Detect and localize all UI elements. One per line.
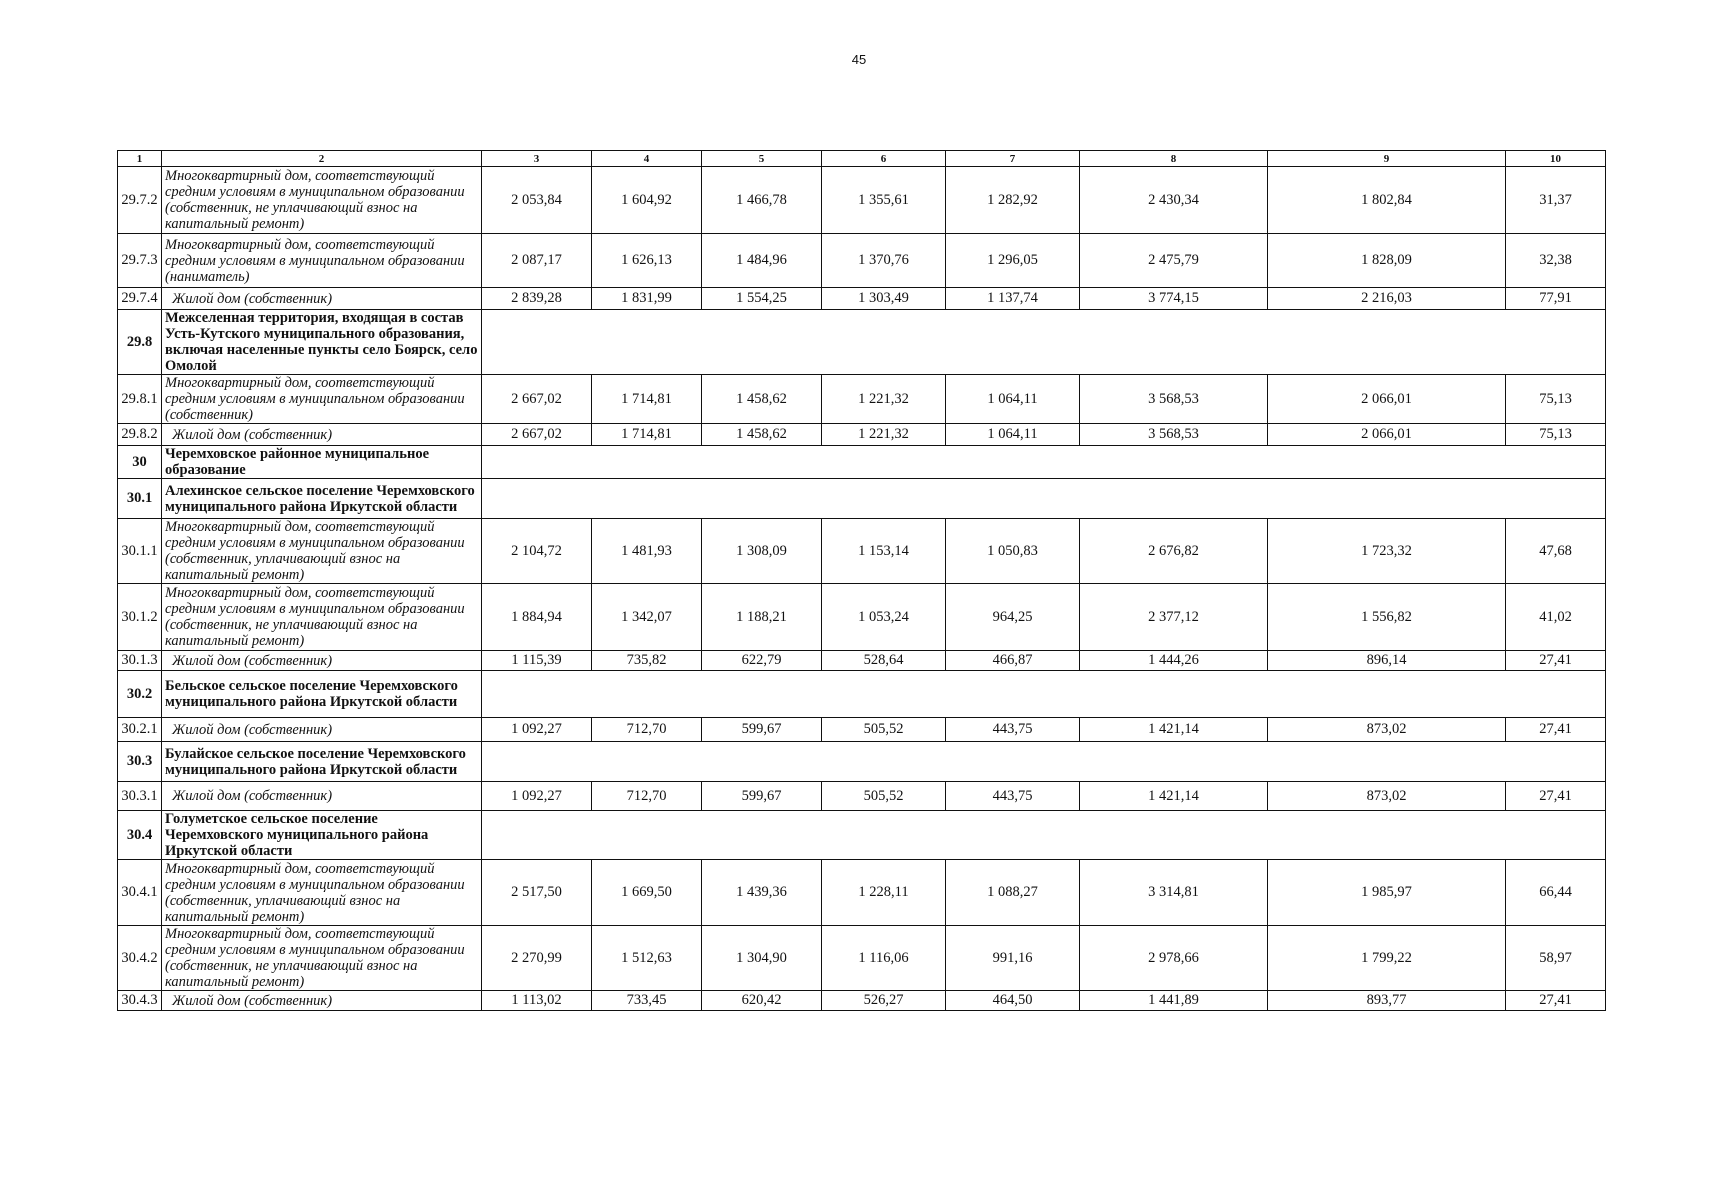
- section-title: Черемховское районное муниципальное образование: [162, 446, 482, 479]
- value-col-5: 620,42: [702, 991, 822, 1011]
- value-col-8: 2 430,34: [1080, 167, 1268, 234]
- value-col-10: 58,97: [1506, 926, 1606, 991]
- value-col-9: 2 066,01: [1268, 375, 1506, 424]
- value-col-10: 47,68: [1506, 519, 1606, 584]
- table-row: [118, 375, 1606, 424]
- value-col-5: 1 466,78: [702, 167, 822, 234]
- row-description: Многоквартирный дом, соответствующий средним условиям в муниципальном образовании (собственник, уплачивающий взнос на капитальный ремонт): [162, 519, 482, 584]
- row-description: Жилой дом (собственник): [162, 424, 482, 446]
- section-title: Алехинское сельское поселение Черемховского муниципального района Иркутской области: [162, 479, 482, 519]
- row-code: 29.8: [118, 310, 162, 375]
- col-3-number: 3: [482, 151, 592, 167]
- table-row: [118, 234, 1606, 288]
- value-col-10: 77,91: [1506, 288, 1606, 310]
- value-col-4: 1 669,50: [592, 860, 702, 926]
- value-col-4: 1 342,07: [592, 584, 702, 651]
- row-code: 30.1.1: [118, 519, 162, 584]
- value-col-5: 622,79: [702, 651, 822, 671]
- table-body: [118, 151, 1606, 1011]
- value-col-6: 1 303,49: [822, 288, 946, 310]
- page-number: 45: [851, 52, 867, 67]
- value-col-5: 1 304,90: [702, 926, 822, 991]
- col-2-number: 2: [162, 151, 482, 167]
- value-col-3: 2 270,99: [482, 926, 592, 991]
- value-col-4: 735,82: [592, 651, 702, 671]
- section-title: Межселенная территория, входящая в состав Усть-Кутского муниципального образования, включая населенные пункты село Боярск, село Омолой: [162, 310, 482, 375]
- value-col-5: 1 458,62: [702, 424, 822, 446]
- value-col-3: 1 092,27: [482, 718, 592, 742]
- value-col-10: 41,02: [1506, 584, 1606, 651]
- row-code: 30.3.1: [118, 782, 162, 811]
- section-row: [118, 310, 1606, 375]
- value-col-9: 1 802,84: [1268, 167, 1506, 234]
- table-row: [118, 519, 1606, 584]
- value-col-8: 3 568,53: [1080, 375, 1268, 424]
- row-description: Жилой дом (собственник): [162, 651, 482, 671]
- table-row: [118, 926, 1606, 991]
- value-col-4: 1 481,93: [592, 519, 702, 584]
- value-col-3: 2 104,72: [482, 519, 592, 584]
- value-col-4: 733,45: [592, 991, 702, 1011]
- section-title: Булайское сельское поселение Черемховского муниципального района Иркутской области: [162, 742, 482, 782]
- row-code: 30.4: [118, 811, 162, 860]
- row-description: Жилой дом (собственник): [162, 991, 482, 1011]
- value-col-5: 599,67: [702, 718, 822, 742]
- row-description: Жилой дом (собственник): [162, 782, 482, 811]
- value-col-8: 2 978,66: [1080, 926, 1268, 991]
- row-code: 30.2.1: [118, 718, 162, 742]
- row-code: 30.4.3: [118, 991, 162, 1011]
- table-row: [118, 651, 1606, 671]
- row-code: 29.8.1: [118, 375, 162, 424]
- row-description: Жилой дом (собственник): [162, 288, 482, 310]
- value-col-3: 2 053,84: [482, 167, 592, 234]
- section-row: [118, 811, 1606, 860]
- value-col-10: 75,13: [1506, 375, 1606, 424]
- value-col-10: 27,41: [1506, 651, 1606, 671]
- value-col-6: 1 221,32: [822, 375, 946, 424]
- value-col-4: 712,70: [592, 782, 702, 811]
- value-col-9: 1 828,09: [1268, 234, 1506, 288]
- row-code: 30.1.3: [118, 651, 162, 671]
- table-row: [118, 718, 1606, 742]
- value-col-7: 1 064,11: [946, 375, 1080, 424]
- row-code: 30.2: [118, 671, 162, 718]
- value-col-10: 75,13: [1506, 424, 1606, 446]
- value-col-9: 1 985,97: [1268, 860, 1506, 926]
- value-col-4: 712,70: [592, 718, 702, 742]
- value-col-6: 505,52: [822, 782, 946, 811]
- value-col-6: 1 153,14: [822, 519, 946, 584]
- col-7-number: 7: [946, 151, 1080, 167]
- col-5-number: 5: [702, 151, 822, 167]
- row-code: 29.8.2: [118, 424, 162, 446]
- value-col-7: 1 064,11: [946, 424, 1080, 446]
- value-col-5: 599,67: [702, 782, 822, 811]
- section-title: Голуметское сельское поселение Черемховского муниципального района Иркутской области: [162, 811, 482, 860]
- value-col-8: 2 676,82: [1080, 519, 1268, 584]
- row-code: 30.4.1: [118, 860, 162, 926]
- value-col-9: 1 723,32: [1268, 519, 1506, 584]
- value-col-6: 1 221,32: [822, 424, 946, 446]
- value-col-6: 505,52: [822, 718, 946, 742]
- value-col-7: 464,50: [946, 991, 1080, 1011]
- value-col-3: 1 115,39: [482, 651, 592, 671]
- col-10-number: 10: [1506, 151, 1606, 167]
- value-col-6: 1 053,24: [822, 584, 946, 651]
- value-col-4: 1 604,92: [592, 167, 702, 234]
- row-code: 30.1.2: [118, 584, 162, 651]
- value-col-4: 1 626,13: [592, 234, 702, 288]
- value-col-5: 1 554,25: [702, 288, 822, 310]
- table-row: [118, 167, 1606, 234]
- value-col-5: 1 308,09: [702, 519, 822, 584]
- value-col-3: 1 884,94: [482, 584, 592, 651]
- row-description: Многоквартирный дом, соответствующий средним условиям в муниципальном образовании (собственник, уплачивающий взнос на капитальный ремонт): [162, 860, 482, 926]
- section-empty-cell: [482, 811, 1606, 860]
- value-col-3: 2 667,02: [482, 375, 592, 424]
- section-empty-cell: [482, 446, 1606, 479]
- value-col-7: 443,75: [946, 718, 1080, 742]
- value-col-9: 2 066,01: [1268, 424, 1506, 446]
- row-code: 29.7.4: [118, 288, 162, 310]
- row-description: Многоквартирный дом, соответствующий средним условиям в муниципальном образовании (собственник): [162, 375, 482, 424]
- col-9-number: 9: [1268, 151, 1506, 167]
- section-row: [118, 479, 1606, 519]
- value-col-9: 1 799,22: [1268, 926, 1506, 991]
- value-col-8: 2 377,12: [1080, 584, 1268, 651]
- value-col-7: 964,25: [946, 584, 1080, 651]
- row-description: Многоквартирный дом, соответствующий средним условиям в муниципальном образовании (собственник, не уплачивающий взнос на капитальный ремонт): [162, 926, 482, 991]
- value-col-3: 2 839,28: [482, 288, 592, 310]
- table-row: [118, 424, 1606, 446]
- value-col-4: 1 714,81: [592, 424, 702, 446]
- row-code: 29.7.2: [118, 167, 162, 234]
- value-col-6: 528,64: [822, 651, 946, 671]
- value-col-4: 1 512,63: [592, 926, 702, 991]
- value-col-10: 27,41: [1506, 991, 1606, 1011]
- section-title: Бельское сельское поселение Черемховского муниципального района Иркутской области: [162, 671, 482, 718]
- value-col-10: 31,37: [1506, 167, 1606, 234]
- value-col-7: 1 088,27: [946, 860, 1080, 926]
- value-col-5: 1 439,36: [702, 860, 822, 926]
- value-col-4: 1 714,81: [592, 375, 702, 424]
- col-1-number: 1: [118, 151, 162, 167]
- value-col-7: 1 050,83: [946, 519, 1080, 584]
- value-col-6: 1 355,61: [822, 167, 946, 234]
- value-col-7: 443,75: [946, 782, 1080, 811]
- value-col-4: 1 831,99: [592, 288, 702, 310]
- value-col-9: 873,02: [1268, 782, 1506, 811]
- row-code: 29.7.3: [118, 234, 162, 288]
- value-col-3: 2 667,02: [482, 424, 592, 446]
- row-description: Жилой дом (собственник): [162, 718, 482, 742]
- table-row: [118, 782, 1606, 811]
- value-col-7: 1 137,74: [946, 288, 1080, 310]
- table-row: [118, 991, 1606, 1011]
- value-col-10: 27,41: [1506, 782, 1606, 811]
- value-col-10: 66,44: [1506, 860, 1606, 926]
- col-8-number: 8: [1080, 151, 1268, 167]
- column-number-row: [118, 151, 1606, 167]
- value-col-10: 32,38: [1506, 234, 1606, 288]
- table-row: [118, 288, 1606, 310]
- value-col-3: 2 087,17: [482, 234, 592, 288]
- row-code: 30.1: [118, 479, 162, 519]
- value-col-8: 3 314,81: [1080, 860, 1268, 926]
- value-col-10: 27,41: [1506, 718, 1606, 742]
- col-4-number: 4: [592, 151, 702, 167]
- value-col-9: 1 556,82: [1268, 584, 1506, 651]
- row-description: Многоквартирный дом, соответствующий средним условиям в муниципальном образовании (наниматель): [162, 234, 482, 288]
- value-col-8: 1 441,89: [1080, 991, 1268, 1011]
- value-col-7: 991,16: [946, 926, 1080, 991]
- value-col-9: 873,02: [1268, 718, 1506, 742]
- value-col-3: 1 113,02: [482, 991, 592, 1011]
- col-6-number: 6: [822, 151, 946, 167]
- row-description: Многоквартирный дом, соответствующий средним условиям в муниципальном образовании (собственник, не уплачивающий взнос на капитальный ремонт): [162, 584, 482, 651]
- tariff-table: [117, 150, 1606, 1011]
- value-col-9: 893,77: [1268, 991, 1506, 1011]
- section-row: [118, 742, 1606, 782]
- value-col-8: 3 774,15: [1080, 288, 1268, 310]
- value-col-8: 3 568,53: [1080, 424, 1268, 446]
- section-empty-cell: [482, 671, 1606, 718]
- value-col-3: 1 092,27: [482, 782, 592, 811]
- value-col-6: 526,27: [822, 991, 946, 1011]
- value-col-6: 1 370,76: [822, 234, 946, 288]
- section-row: [118, 446, 1606, 479]
- value-col-3: 2 517,50: [482, 860, 592, 926]
- value-col-8: 2 475,79: [1080, 234, 1268, 288]
- table-row: [118, 860, 1606, 926]
- row-code: 30.4.2: [118, 926, 162, 991]
- section-empty-cell: [482, 310, 1606, 375]
- value-col-8: 1 444,26: [1080, 651, 1268, 671]
- section-row: [118, 671, 1606, 718]
- value-col-6: 1 116,06: [822, 926, 946, 991]
- row-code: 30: [118, 446, 162, 479]
- value-col-7: 466,87: [946, 651, 1080, 671]
- value-col-9: 896,14: [1268, 651, 1506, 671]
- value-col-8: 1 421,14: [1080, 782, 1268, 811]
- value-col-5: 1 458,62: [702, 375, 822, 424]
- row-code: 30.3: [118, 742, 162, 782]
- value-col-5: 1 188,21: [702, 584, 822, 651]
- value-col-7: 1 296,05: [946, 234, 1080, 288]
- value-col-7: 1 282,92: [946, 167, 1080, 234]
- row-description: Многоквартирный дом, соответствующий средним условиям в муниципальном образовании (собственник, не уплачивающий взнос на капитальный ремонт): [162, 167, 482, 234]
- value-col-6: 1 228,11: [822, 860, 946, 926]
- value-col-9: 2 216,03: [1268, 288, 1506, 310]
- value-col-5: 1 484,96: [702, 234, 822, 288]
- section-empty-cell: [482, 742, 1606, 782]
- value-col-8: 1 421,14: [1080, 718, 1268, 742]
- table-row: [118, 584, 1606, 651]
- section-empty-cell: [482, 479, 1606, 519]
